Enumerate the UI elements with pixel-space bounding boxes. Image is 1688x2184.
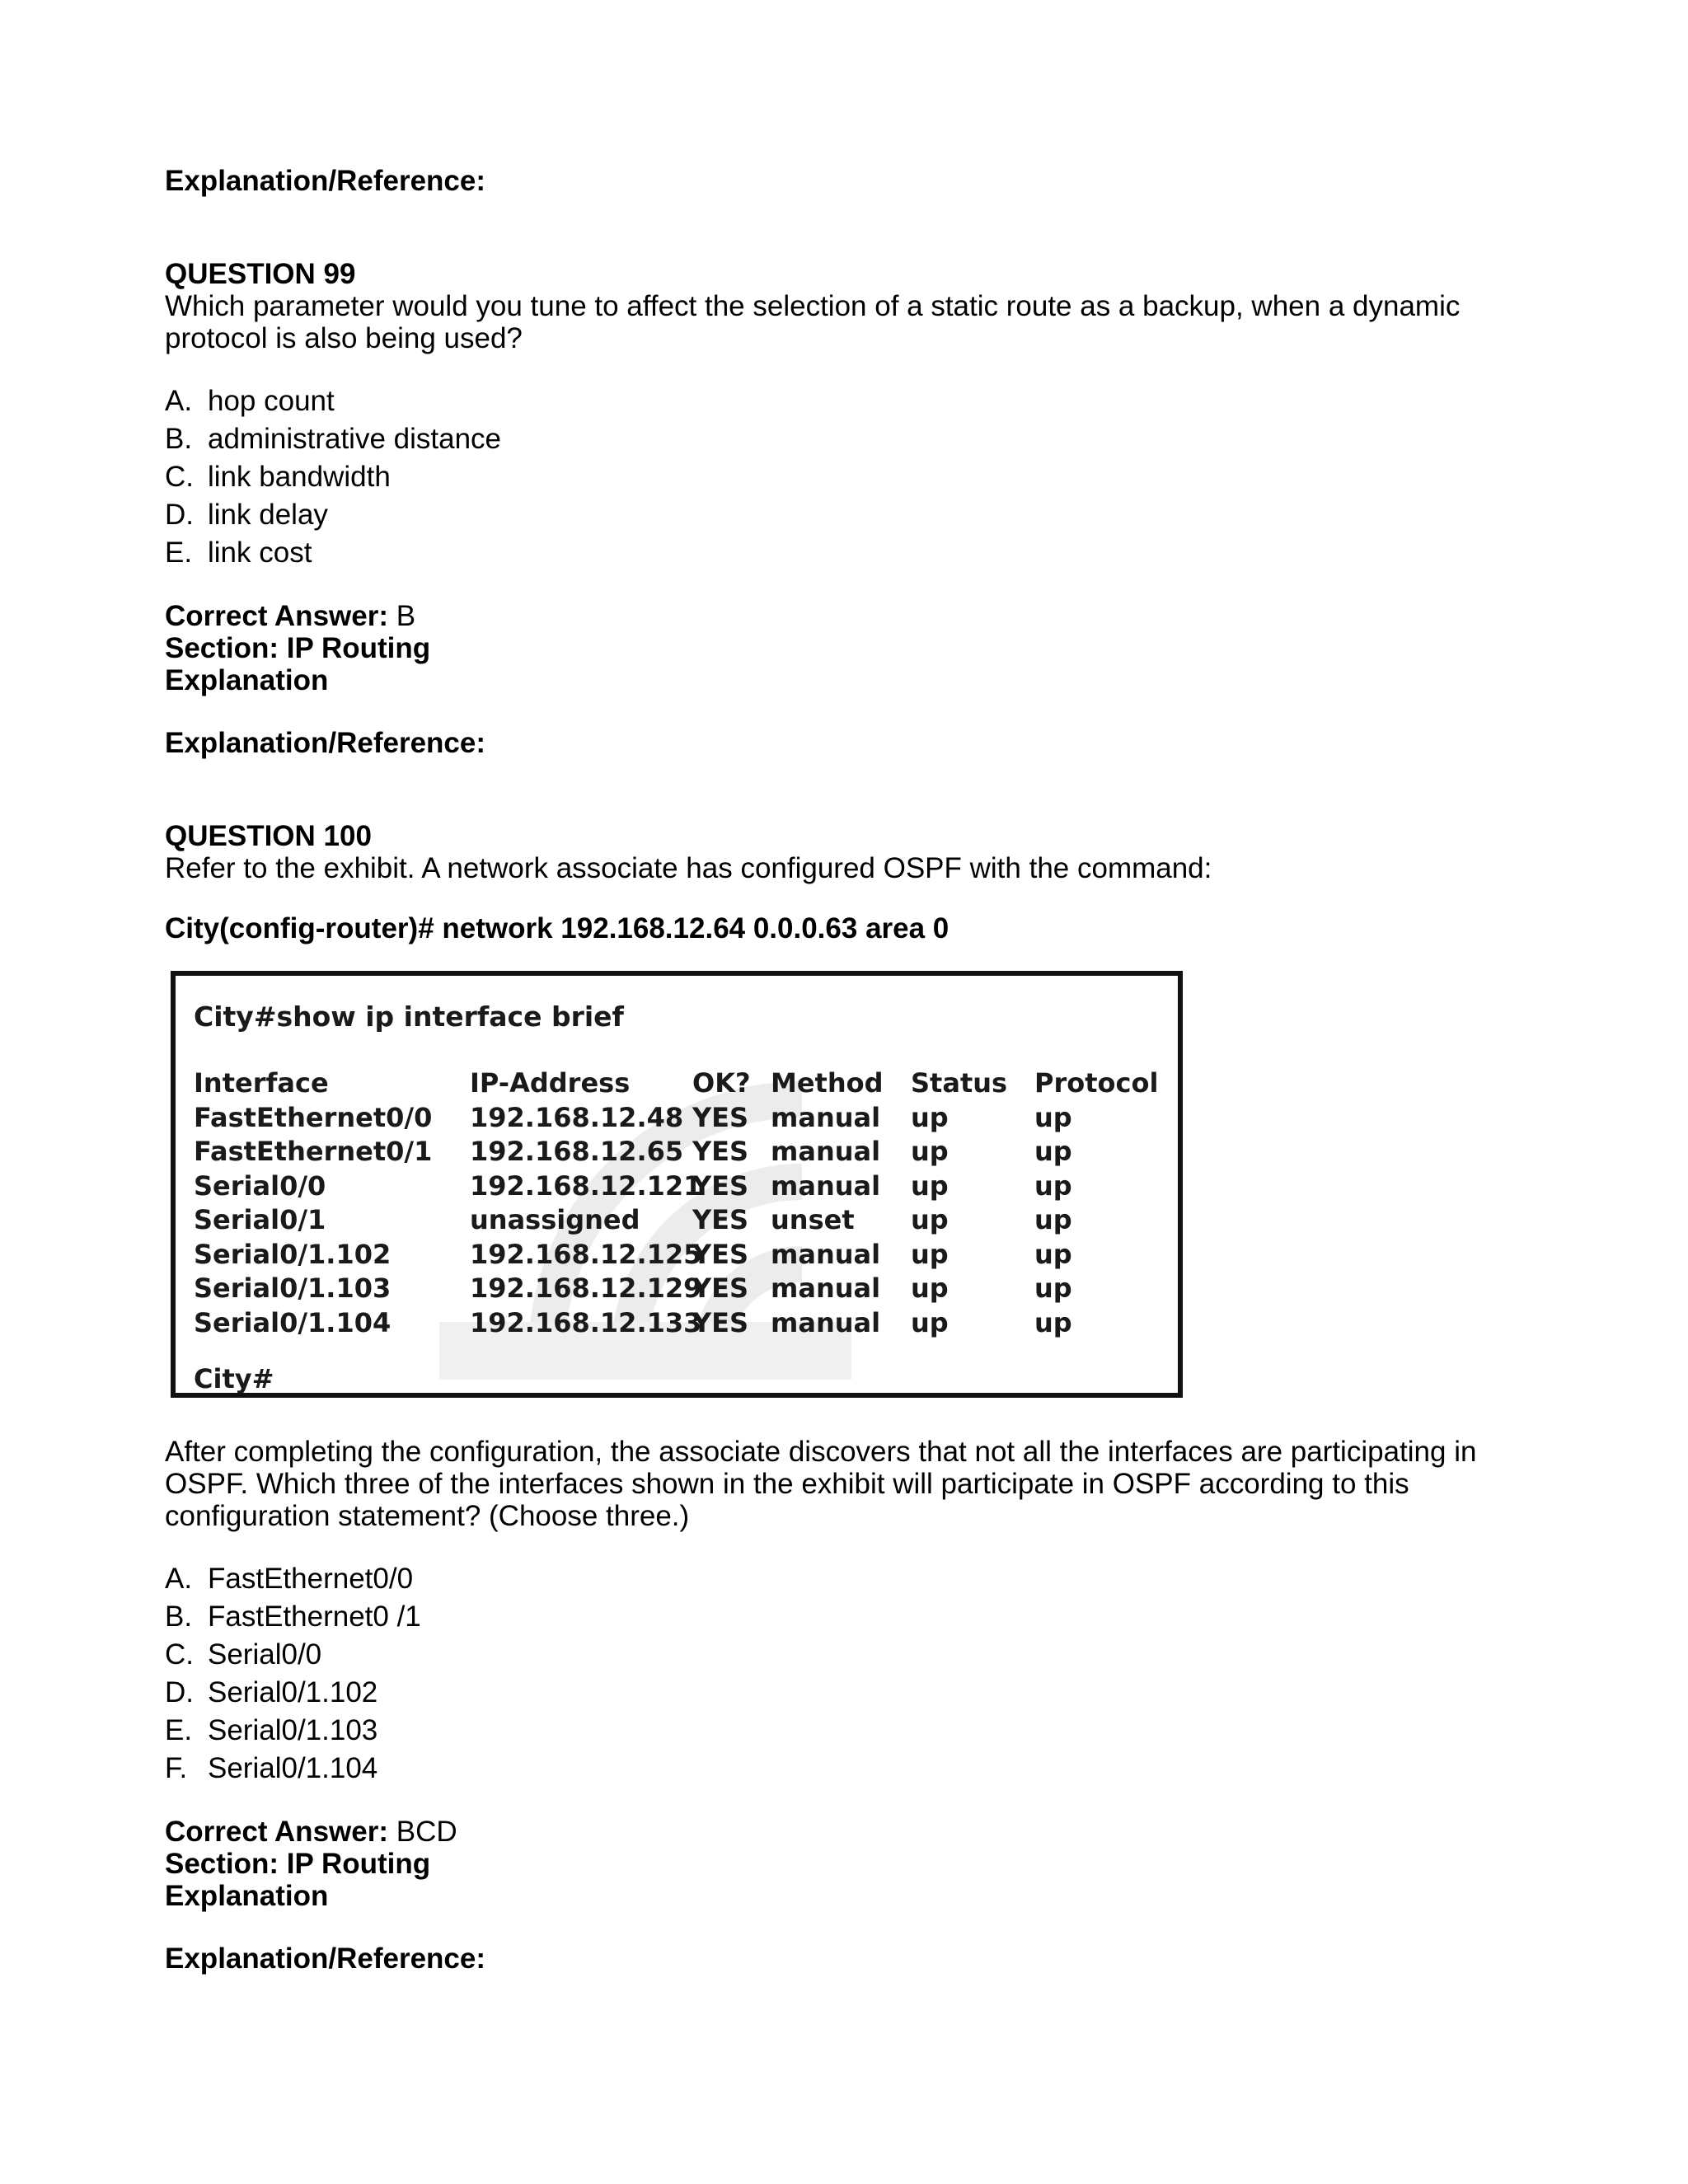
q99-correct-answer: Correct Answer: B bbox=[165, 600, 416, 632]
header-method: Method bbox=[771, 1067, 884, 1099]
exhibit-prompt: City# bbox=[194, 1363, 274, 1394]
q100-explanation: Explanation bbox=[165, 1880, 329, 1912]
q100-option-b: B. FastEthernet0 /1 bbox=[165, 1601, 421, 1633]
q100-command: City(config-router)# network 192.168.12.64 0.0.0.63 area 0 bbox=[165, 912, 950, 944]
q100-section: Section: IP Routing bbox=[165, 1848, 431, 1880]
q100-reference: Explanation/Reference: bbox=[165, 1943, 485, 1975]
document-page bbox=[165, 165, 1525, 944]
q100-title: QUESTION 100 bbox=[165, 820, 372, 852]
q100-option-e: E. Serial0/1.103 bbox=[165, 1714, 378, 1746]
q99-option-a: A. hop count bbox=[165, 385, 335, 417]
exhibit-command: City#show ip interface brief bbox=[194, 1001, 624, 1033]
q100-correct-answer: Correct Answer: BCD bbox=[165, 1816, 457, 1848]
q99-explanation: Explanation bbox=[165, 664, 329, 696]
header-interface: Interface bbox=[194, 1067, 329, 1099]
q99-option-d: D. link delay bbox=[165, 499, 328, 531]
q100-intro: Refer to the exhibit. A network associate has configured OSPF with the command: bbox=[165, 852, 1212, 884]
header-ok: OK? bbox=[692, 1067, 751, 1099]
q99-option-c: C. link bandwidth bbox=[165, 461, 391, 493]
top-reference-heading: Explanation/Reference: bbox=[165, 165, 485, 197]
q99-option-b: B. administrative distance bbox=[165, 423, 501, 455]
header-ip-address: IP-Address bbox=[470, 1067, 631, 1099]
exhibit-terminal: City#show ip interface brief Interface IP-Address OK? Method Status Protocol FastEthernet0/0 192.168.12.48 YES manual up up FastEthernet0/1 192.168.12.65 YES manual up up Serial0/0 192.168.12.121 YES manual up up Serial0/1 unassigned YES unset up up Serial0/1.102 192.168.12.125 YES manual up up Serial0/1.103 192.168.12.129 YES manual up up Serial0/1.104 192.168.12.133 YES manual up up City# bbox=[171, 971, 1183, 1398]
q99-options bbox=[165, 382, 1525, 572]
question-100 bbox=[165, 820, 1525, 944]
q99-section: Section: IP Routing bbox=[165, 632, 431, 664]
q100-option-a: A. FastEthernet0/0 bbox=[165, 1563, 414, 1595]
q100-option-f: F. Serial0/1.104 bbox=[165, 1752, 378, 1784]
question-99 bbox=[165, 258, 1525, 759]
header-protocol: Protocol bbox=[1034, 1067, 1159, 1099]
q100-option-c: C. Serial0/0 bbox=[165, 1638, 322, 1671]
q100-option-d: D. Serial0/1.102 bbox=[165, 1676, 378, 1708]
q100-options bbox=[165, 1560, 1525, 1788]
q100-after-exhibit bbox=[165, 1436, 1525, 1975]
q100-text: After completing the configuration, the associate discovers that not all the interfaces are participating in OSPF. Which three of the interfaces shown in the exhibit will participate in OSPF according to this configuration statement? (Choose three.) bbox=[165, 1436, 1477, 1532]
q99-title: QUESTION 99 bbox=[165, 258, 356, 290]
q99-text: Which parameter would you tune to affect the selection of a static route as a backup, when a dynamic protocol is also being used? bbox=[165, 290, 1461, 354]
header-status: Status bbox=[911, 1067, 1008, 1099]
q99-option-e: E. link cost bbox=[165, 537, 312, 569]
q99-reference: Explanation/Reference: bbox=[165, 727, 485, 759]
